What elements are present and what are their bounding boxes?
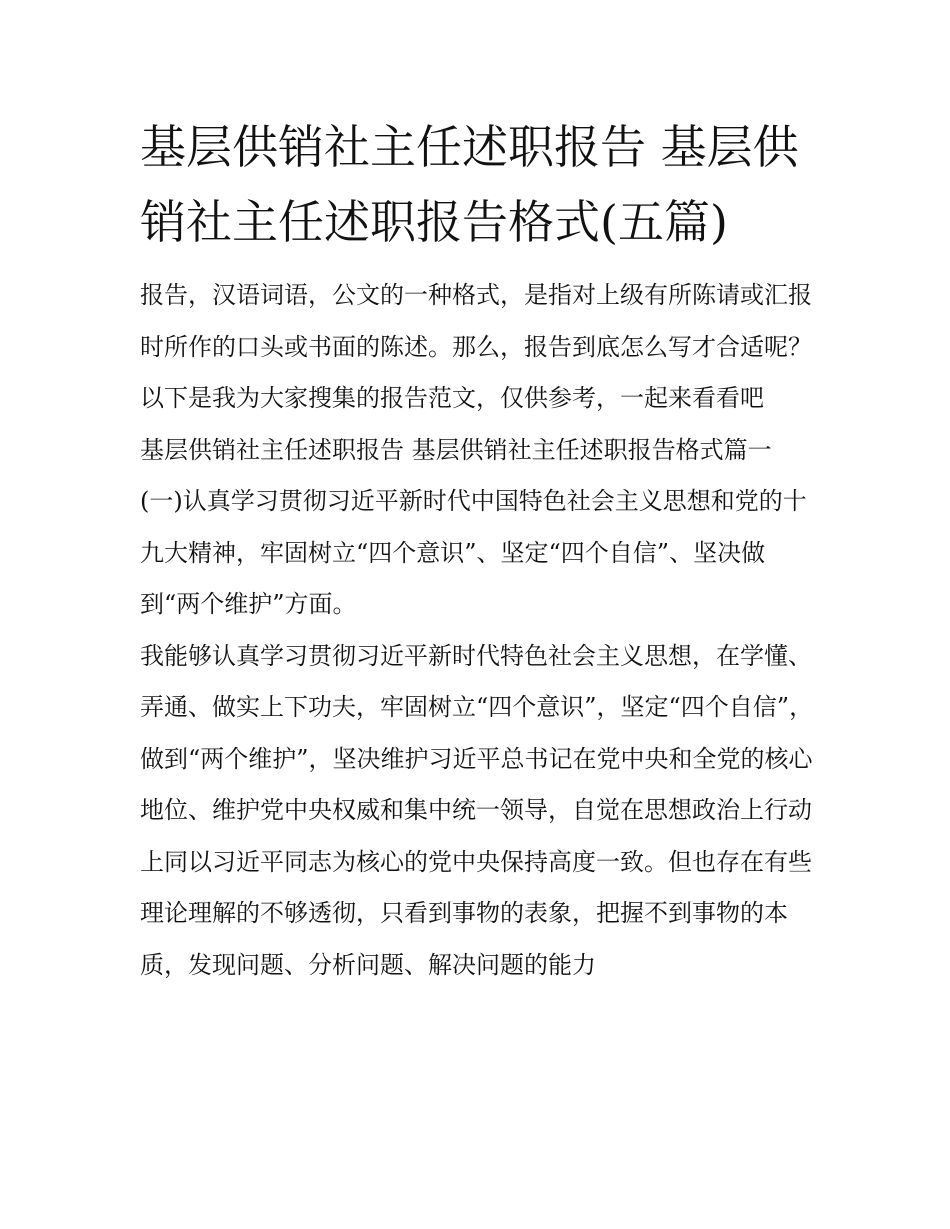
document-body [140, 270, 820, 991]
section-heading: 基层供销社主任述职报告 基层供销社主任述职报告格式篇一 [140, 435, 772, 464]
document-title: 基层供销社主任述职报告 基层供销社主任述职报告格式(五篇) [140, 120, 799, 249]
document-content [140, 110, 820, 991]
body-paragraph: 我能够认真学习贯彻习近平新时代特色社会主义思想，在学懂、弄通、做实上下功夫，牢固树立“四个意识”，坚定“四个自信”，做到“两个维护”，坚决维护习近平总书记在党中央和全党的核心地位、维护党中央权威和集中统一领导，自觉在思想政治上行动上同以习近平同志为核心的党中央保持高度一致。但也存在有些理论理解的不够透彻，只看到事物的表象，把握不到事物的本质，发现问题、分析问题、解决问题的能力 [140, 641, 814, 979]
item-heading: (一)认真学习贯彻习近平新时代中国特色社会主义思想和党的十九大精神，牢固树立“四个意识”、坚定“四个自信”、坚决做到“两个维护”方面。 [140, 487, 807, 618]
intro-paragraph: 报告，汉语词语，公文的一种格式，是指对上级有所陈请或汇报时所作的口头或书面的陈述。那么，报告到底怎么写才合适呢？以下是我为大家搜集的报告范文，仅供参考，一起来看看吧 [140, 281, 812, 412]
